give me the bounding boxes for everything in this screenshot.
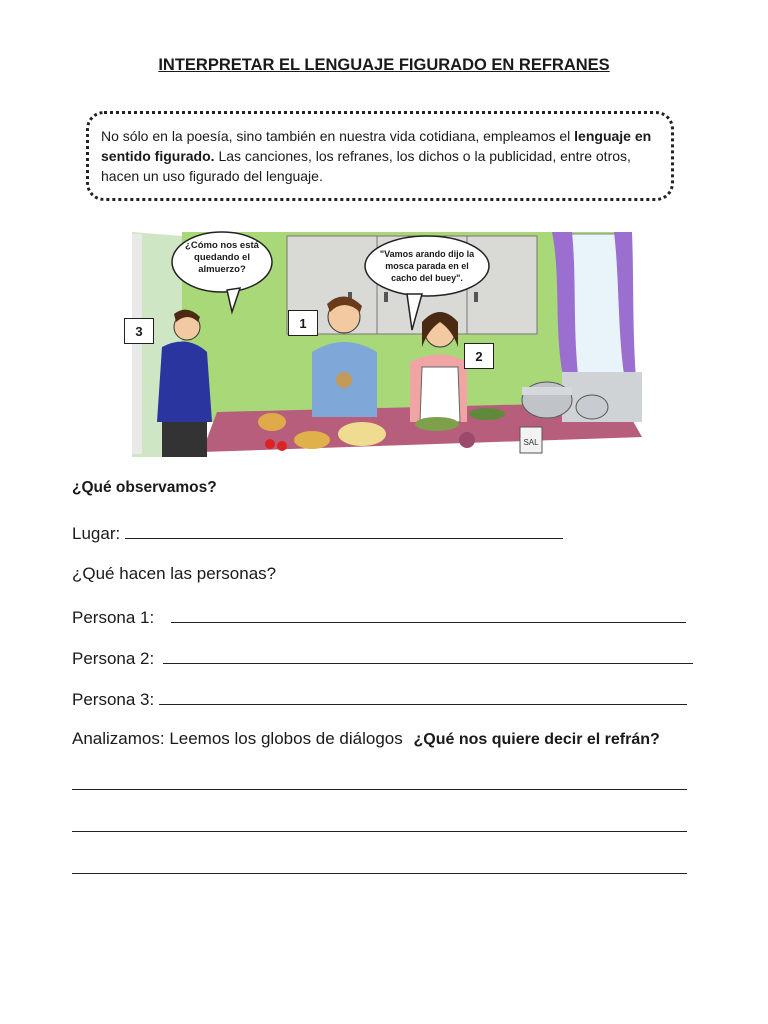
person3-answer-line[interactable]: [159, 687, 687, 705]
person-label-3: 3: [124, 318, 154, 344]
answer-line-2[interactable]: [72, 831, 687, 832]
person3-row: [72, 687, 687, 710]
person2-answer-line[interactable]: [163, 646, 693, 664]
person2-label: Persona 2:: [72, 649, 155, 668]
person-label-2: 2: [464, 343, 494, 369]
answer-line-3[interactable]: [72, 873, 687, 874]
person3-label: Persona 3:: [72, 690, 155, 709]
analyze-question: ¿Qué nos quiere decir el refrán?: [413, 731, 660, 748]
answer-line-1[interactable]: [72, 789, 687, 790]
person-label-1: 1: [288, 310, 318, 336]
people-question: ¿Qué hacen las personas?: [72, 564, 277, 583]
person1-label: Persona 1:: [72, 608, 155, 627]
observe-heading: ¿Qué observamos?: [72, 479, 217, 496]
analyze-label: Analizamos: Leemos los globos de diálogos: [72, 729, 403, 748]
place-answer-line[interactable]: [125, 521, 563, 539]
place-label: Lugar:: [72, 524, 121, 543]
speech-bubble-left: ¿Cómo nos está quedando el almuerzo?: [185, 240, 259, 275]
speech-bubble-right: "Vamos arando dijo la mosca parada en el cacho del buey".: [379, 249, 475, 283]
intro-text-1: No sólo en la poesía, sino también en nuestra vida cotidiana, empleamos el: [101, 128, 575, 144]
intro-text-2: Las canciones, los refranes, los dichos o la publicidad, entre otros, hacen un uso figurado del lenguaje.: [101, 148, 631, 184]
place-row: [72, 521, 563, 544]
kitchen-illustration: [122, 222, 642, 457]
page-title: INTERPRETAR EL LENGUAJE FIGURADO EN REFRANES: [158, 56, 610, 74]
person1-answer-line[interactable]: [171, 605, 686, 623]
salt-label: SAL: [523, 438, 539, 447]
intro-box: [86, 111, 674, 201]
analyze-row: [72, 729, 660, 749]
person1-row: [72, 605, 686, 628]
intro-bold: lenguaje en sentido figurado.: [101, 128, 652, 164]
person2-row: [72, 646, 693, 669]
